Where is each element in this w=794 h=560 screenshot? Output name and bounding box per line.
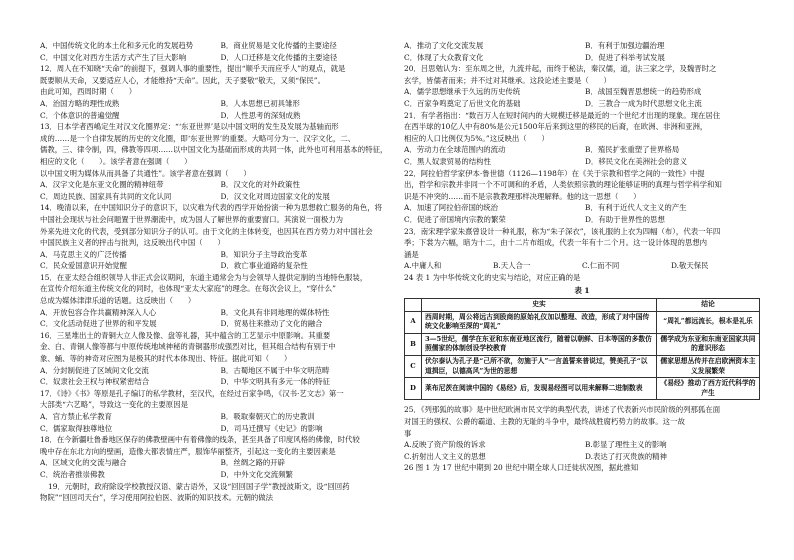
q20-line: 20．吕思勉认为：至东周之世，九流并起，而终于秘法，秦汉儒，道，法三家之学，及魏晋时之 — [404, 64, 717, 74]
q23-option-b[interactable]: B.天人合一 — [493, 261, 531, 271]
q14-line: 外来先进文化的代表，受到部分知识分子的认可。由于文化的主体转变，也因其在西方势力对中国社会 — [40, 226, 373, 236]
q11-option-d[interactable]: D．人口迁移是文化传播的主要途径 — [220, 52, 338, 62]
row-fact: 伏尔泰认为孔子是“己所不欲，勿施于人”一言盖誓来普说过，赞美孔子“以道揖臣，以德高风”为世的思想 — [422, 356, 657, 378]
q13-line: 成的……是一个自律发展的历史的文化圈，即‘东亚世界’的重要。大略可分为一、汉字文化，二、 — [40, 133, 356, 143]
left-column — [40, 40, 395, 504]
q22-line: 识是不冲突的……而不是宗教教理那样决理解释。他的这一思想（ ） — [404, 191, 641, 201]
q23-option-a[interactable]: A.中庸人和 — [404, 261, 442, 271]
q13-option-b[interactable]: B．汉文化的对外政策性 — [220, 180, 300, 190]
q21-option-c[interactable]: C．黑人奴隶贸易的结构性 — [404, 156, 491, 166]
question-25 — [404, 404, 760, 462]
q25-line: 25．《列那狐的故事》是中世纪欧洲市民文学的典型代表，讲述了代表新兴市民阶级的列那狐在面 — [404, 405, 721, 415]
q13-line: 13．日本学者西嶋定生对汉文化圈界定：“‘东亚世界’是以中国文明的发生及发展为基轴而形 — [40, 122, 339, 132]
q20-option-c[interactable]: C．百家争鸣奠定了后世文化的基础 — [404, 98, 521, 108]
q22-line: 出，哲学和宗教并非同一个不可调和的矛盾，人类依照宗教的理论能够证明的真理与哲学科学和知 — [404, 180, 722, 190]
q19-option-a[interactable]: A．推动了文化交流发展 — [404, 41, 484, 50]
q22-line: 22．阿拉伯哲学家伊本·鲁世德（1126—1198年）在《关于宗教和哲学之间的一致性》中提 — [404, 168, 705, 178]
q19-option-c[interactable]: C．体现了大众教育文化 — [404, 52, 484, 62]
q22-option-c[interactable]: C．促进了帝国境内宗教的繁荣 — [404, 214, 506, 224]
q22-option-d[interactable]: D．有助于世界性的思想 — [585, 214, 665, 224]
q17-option-b[interactable]: B．吸取秦朝灭亡的历史教训 — [220, 412, 315, 421]
q22-option-a[interactable]: A．加速了阿拉伯帝国的统治 — [404, 203, 499, 213]
q14-line: 中国民族主义者的抨击与批判，这反映出代中国（ ） — [40, 238, 225, 248]
q13-option-d[interactable]: D．汉文化对周边国家文化的发展 — [220, 191, 330, 201]
question-22 — [404, 168, 760, 226]
q20-option-b[interactable]: B．战国至魏晋思想统一的趋势形成 — [585, 87, 702, 97]
q23-line: 涵是 — [404, 249, 419, 259]
q12-option-b[interactable]: B．人本思想已初具雏形 — [220, 98, 300, 108]
q14-option-c[interactable]: C．民众爱国意识开始觉醒 — [40, 261, 127, 271]
q16-option-b[interactable]: B．古蜀地区不属于中华文明范畴 — [220, 365, 330, 375]
q25-option-c[interactable]: C.折射出人文主义的思想 — [404, 451, 486, 461]
q15-line: 15．在亚太经合组织领导人非正式会议期间，东道主通常会为与会领导人提供定制的当地特色服装， — [40, 272, 368, 282]
q12-line: 由此可知，西周时期（ ） — [40, 87, 137, 97]
question-23 — [404, 226, 760, 272]
q15-option-c[interactable]: C．文化活动促进了世界的和平发展 — [40, 319, 157, 329]
q23-option-c[interactable]: C.仁而不同 — [582, 261, 620, 271]
table-row — [405, 356, 760, 378]
q14-option-d[interactable]: D．救亡事业道路的复杂性 — [220, 261, 308, 271]
q16-line: 16．三星堆出土的青铜大立人像及像、盘等礼器，其中蕴含的工艺显示中原影响。其重要 — [40, 330, 331, 340]
q16-line: 象、蛹、等的神奇对应图为是极其的时代本体现出、特征。据此可知（ ） — [40, 354, 292, 364]
q14-line: 14．晚清以来，在中国知识分子的意识下，以灾难为代表的西学开始扮演一种为思想救亡服务的角色，将 — [40, 203, 382, 213]
q21-option-b[interactable]: B．殖民扩张重塑了世界格局 — [585, 145, 680, 155]
q13-option-a[interactable]: A．汉字文化是东亚文化圈的精神纽带 — [40, 180, 164, 190]
q11-option-c[interactable]: C．中国文化对西方生活方式产生了巨大影响 — [40, 52, 187, 62]
question-19 — [40, 481, 395, 504]
row-conclusion: 《易经》推动了西方近代科学的产生 — [657, 378, 760, 400]
q26-line: 26 图 1 为 17 世纪中期到 20 世纪中期全球人口迁徙状况图，据此推知 — [404, 463, 639, 473]
q15-option-d[interactable]: D．贸易往来推动了文化的融合 — [220, 319, 323, 329]
q21-option-d[interactable]: D．移民文化在美洲社会的意义 — [585, 156, 688, 166]
q19-option-d[interactable]: D．促进了科举考试发展 — [585, 52, 665, 62]
question-26 — [404, 462, 760, 474]
q24-intro: 24 表 1 为中华传统文化的史实与结论，对应正确的是 — [404, 272, 581, 282]
row-key[interactable]: B — [405, 333, 422, 355]
q14-line: 中国社会现状与社会问题置于世界潮流中，成为国人了解世界的重要窗口。其演说一面极力为 — [40, 214, 344, 224]
q16-option-a[interactable]: A．分封制促进了区域间文化交流 — [40, 365, 149, 375]
question-16 — [40, 330, 395, 388]
q21-line: 21．有学者指出：“数百万人在短时间内的大规模迁移是最近的一个世纪才出现的现象。现在居住 — [404, 110, 721, 120]
q21-line: 相应的人口比例仅为5%。”这反映出（ ） — [404, 133, 549, 143]
row-fact: 莱布尼茨在阅读中国的《易经》后，发现易经图可以用来解释二进制数表 — [422, 378, 657, 400]
question-14 — [40, 202, 395, 272]
table-caption: 表 1 — [574, 286, 590, 296]
q17-line: 大部类“六艺略”，导致这一变化的主要原因是 — [40, 400, 188, 410]
q20-line: 玄学，皆儒者而来；并不过对其继承。这段论述主要是（ ） — [404, 75, 611, 85]
row-key[interactable]: A — [405, 311, 422, 333]
question-13 — [40, 121, 395, 202]
q25-line: 事 — [404, 428, 412, 438]
q15-option-b[interactable]: B．文化具有非同地理的媒体特性 — [220, 307, 330, 317]
q21-option-a[interactable]: A．劳动力在全球范围内的流动 — [404, 145, 506, 155]
q25-line: 对国王的强权、公爵的霸道、主教的无耻的斗争中，最终战胜腐朽势力的故事。这一故 — [404, 417, 685, 426]
row-conclusion: 儒学成为东亚和东南亚国家共同的意识形态 — [657, 333, 760, 355]
question-12 — [40, 63, 395, 121]
q18-line: 晚中存在东北方向的壁画，造像大都表情庄严，服饰华丽整齐，引起这一变化的主要因素是 — [40, 446, 336, 456]
q18-option-a[interactable]: A．区域文化的交流与融合 — [40, 458, 127, 468]
question-24 — [404, 272, 760, 401]
q19-line: 物院”“回回司天台”，学习使用阿拉伯医、波斯的知识技术。元朝的做法 — [40, 493, 274, 503]
right-column — [404, 40, 760, 474]
q13-line: 儒教，三、律令制，四，佛教等四项……以中国文化为基础而形成的共同一体，此外也可利用基本的特征， — [40, 145, 388, 155]
q11-option-a[interactable]: A．中国传统文化的本土化和多元化的发展趋势 — [40, 41, 194, 50]
q14-option-a[interactable]: A．马克思主义的广泛传播 — [40, 249, 127, 259]
q18-option-b[interactable]: B．丝绸之路的开辟 — [220, 458, 286, 468]
question-21 — [404, 110, 760, 168]
row-key[interactable]: D — [405, 378, 422, 400]
row-fact: 西周时期，周公将远古到股商的原始礼仪加以整理、改造，形成了对中国传统文化影响至深的“周礼” — [422, 311, 657, 333]
q23-line: 23．南宋理学家朱熹曾设计一种礼服，称为“朱子深衣”，该礼服的上衣为四幅（布），代表一年四 — [404, 226, 721, 236]
q18-option-d[interactable]: D．中外文化交流频繁 — [220, 469, 293, 479]
row-conclusion: “周礼”都远流长，根本是礼乐 — [657, 311, 760, 333]
q12-option-d[interactable]: D．人性思考的深刻成熟 — [220, 110, 301, 120]
q12-option-a[interactable]: A．治国方略的理性成熟 — [40, 98, 120, 108]
q25-option-a[interactable]: A.反映了资产阶级的诉求 — [404, 440, 486, 450]
q16-option-d[interactable]: D．中华文明具有多元一体的特征 — [220, 377, 330, 387]
q13-line: 相应的文化（ ）。该学者意在强调（ ） — [40, 156, 192, 166]
question-15 — [40, 272, 395, 330]
q14-option-b[interactable]: B．知识分子主导政治变革 — [220, 249, 308, 259]
q11-option-b[interactable]: B．商业贸易是文化传播的主要途径 — [220, 41, 337, 50]
q19-line: 19．元朝时，政府除设学校教授汉语、蒙古语外，又设“回回国子学”教授波斯文，设“回回药 — [48, 481, 350, 491]
table-header-conclusion: 结论 — [657, 299, 760, 312]
table-row — [405, 311, 760, 333]
q20-option-d[interactable]: D．三教合一成为时代思想文化主流 — [585, 98, 702, 108]
q23-option-d[interactable]: D.敬天保民 — [671, 261, 709, 271]
question-17 — [40, 388, 395, 434]
q23-line: 季；下裳为六幅，暗为十二，由十二片布组成，代表一年有十二个月。这一设计体现的思想内 — [404, 238, 708, 248]
q20-option-a[interactable]: A．儒学思想继承于久远的历史传统 — [404, 87, 521, 97]
q18-option-c[interactable]: C．统治者推崇佛教 — [40, 469, 105, 479]
q17-option-c[interactable]: C．儒家取得独尊地位 — [40, 423, 113, 433]
q22-option-b[interactable]: B．有利于近代人文主义的产生 — [585, 203, 687, 213]
row-conclusion: 儒家思想丛传并在启欧洲资本主义发展繁荣 — [657, 356, 760, 378]
q17-option-d[interactable]: D．司马迁撰写《史记》的影响 — [220, 423, 323, 433]
q12-line: 既要顺从天命，又要适应人心，才能维持“天命”。因此，天子要敬“敬天，又须“保民”。 — [40, 75, 325, 85]
q11-options — [40, 40, 395, 63]
row-fact: 3—5世纪，儒学在东亚和东南亚地区流行，随着以朝鲜、日本等国的多数仿照儒家的体制创设学校教育 — [422, 333, 657, 355]
q13-line: 以中国文明为媒体从而具备了共通性”。该学者意在强调（ ） — [40, 168, 251, 178]
table-header-fact: 史实 — [422, 299, 657, 312]
q15-line: 总成为媒体津津乐道的话题。这反映出（ ） — [40, 296, 196, 306]
q19-options — [404, 40, 760, 63]
q15-option-a[interactable]: A．开放包容合作共赢精神深入人心 — [40, 307, 157, 317]
q12-option-c[interactable]: C．个体意识的普遍觉醒 — [40, 110, 120, 120]
q25-option-d[interactable]: D.表达了打灭贵族的精神 — [585, 451, 667, 461]
q21-line: 在西半球的10亿人中有80%是公元1500年后来到这里的移民的后裔，在欧洲、非洲和亚洲， — [404, 122, 708, 132]
q19-option-b[interactable]: B．有利于加强边疆治理 — [585, 41, 665, 50]
q15-line: 在宣传介绍东道主传统文化的同时，也体现“亚太大家庭”的理念。在每次会议上，“穿什么” — [40, 284, 336, 294]
q17-option-a[interactable]: A．官方禁止私学教育 — [40, 412, 112, 421]
table-row — [405, 378, 760, 400]
table-row — [405, 333, 760, 355]
q12-line: 12．周人在不知晓“天命”的前提下，强调人事的重要性，提出“顺乎天而应乎人”的观点，就是 — [40, 64, 346, 74]
history-table — [404, 298, 760, 400]
q25-option-b[interactable]: B.彰显了理性主义的影响 — [585, 440, 667, 450]
q16-line: 金、白、青铜人像等都与中原传统地域神秘的青铜器形成强烈对比，但其组合结构有别于中 — [40, 342, 336, 352]
question-18 — [40, 434, 395, 480]
row-key[interactable]: C — [405, 356, 422, 378]
q18-line: 18．在今新疆吐鲁番地区保存的佛教壁画中有着佛像的线条，甚至具备了印度风格的佛像，时代较 — [40, 435, 360, 445]
question-20 — [404, 63, 760, 109]
q13-option-c[interactable]: C．周边民族、国家具有共同的文化认同 — [40, 191, 172, 201]
q17-line: 17．《诗》《书》等原是孔子编订的私学教材，至汉代，在经过百家争鸣，《汉书·艺文志》第一 — [40, 388, 344, 398]
q16-option-c[interactable]: C．奴隶社会王权与神权紧密结合 — [40, 377, 150, 387]
